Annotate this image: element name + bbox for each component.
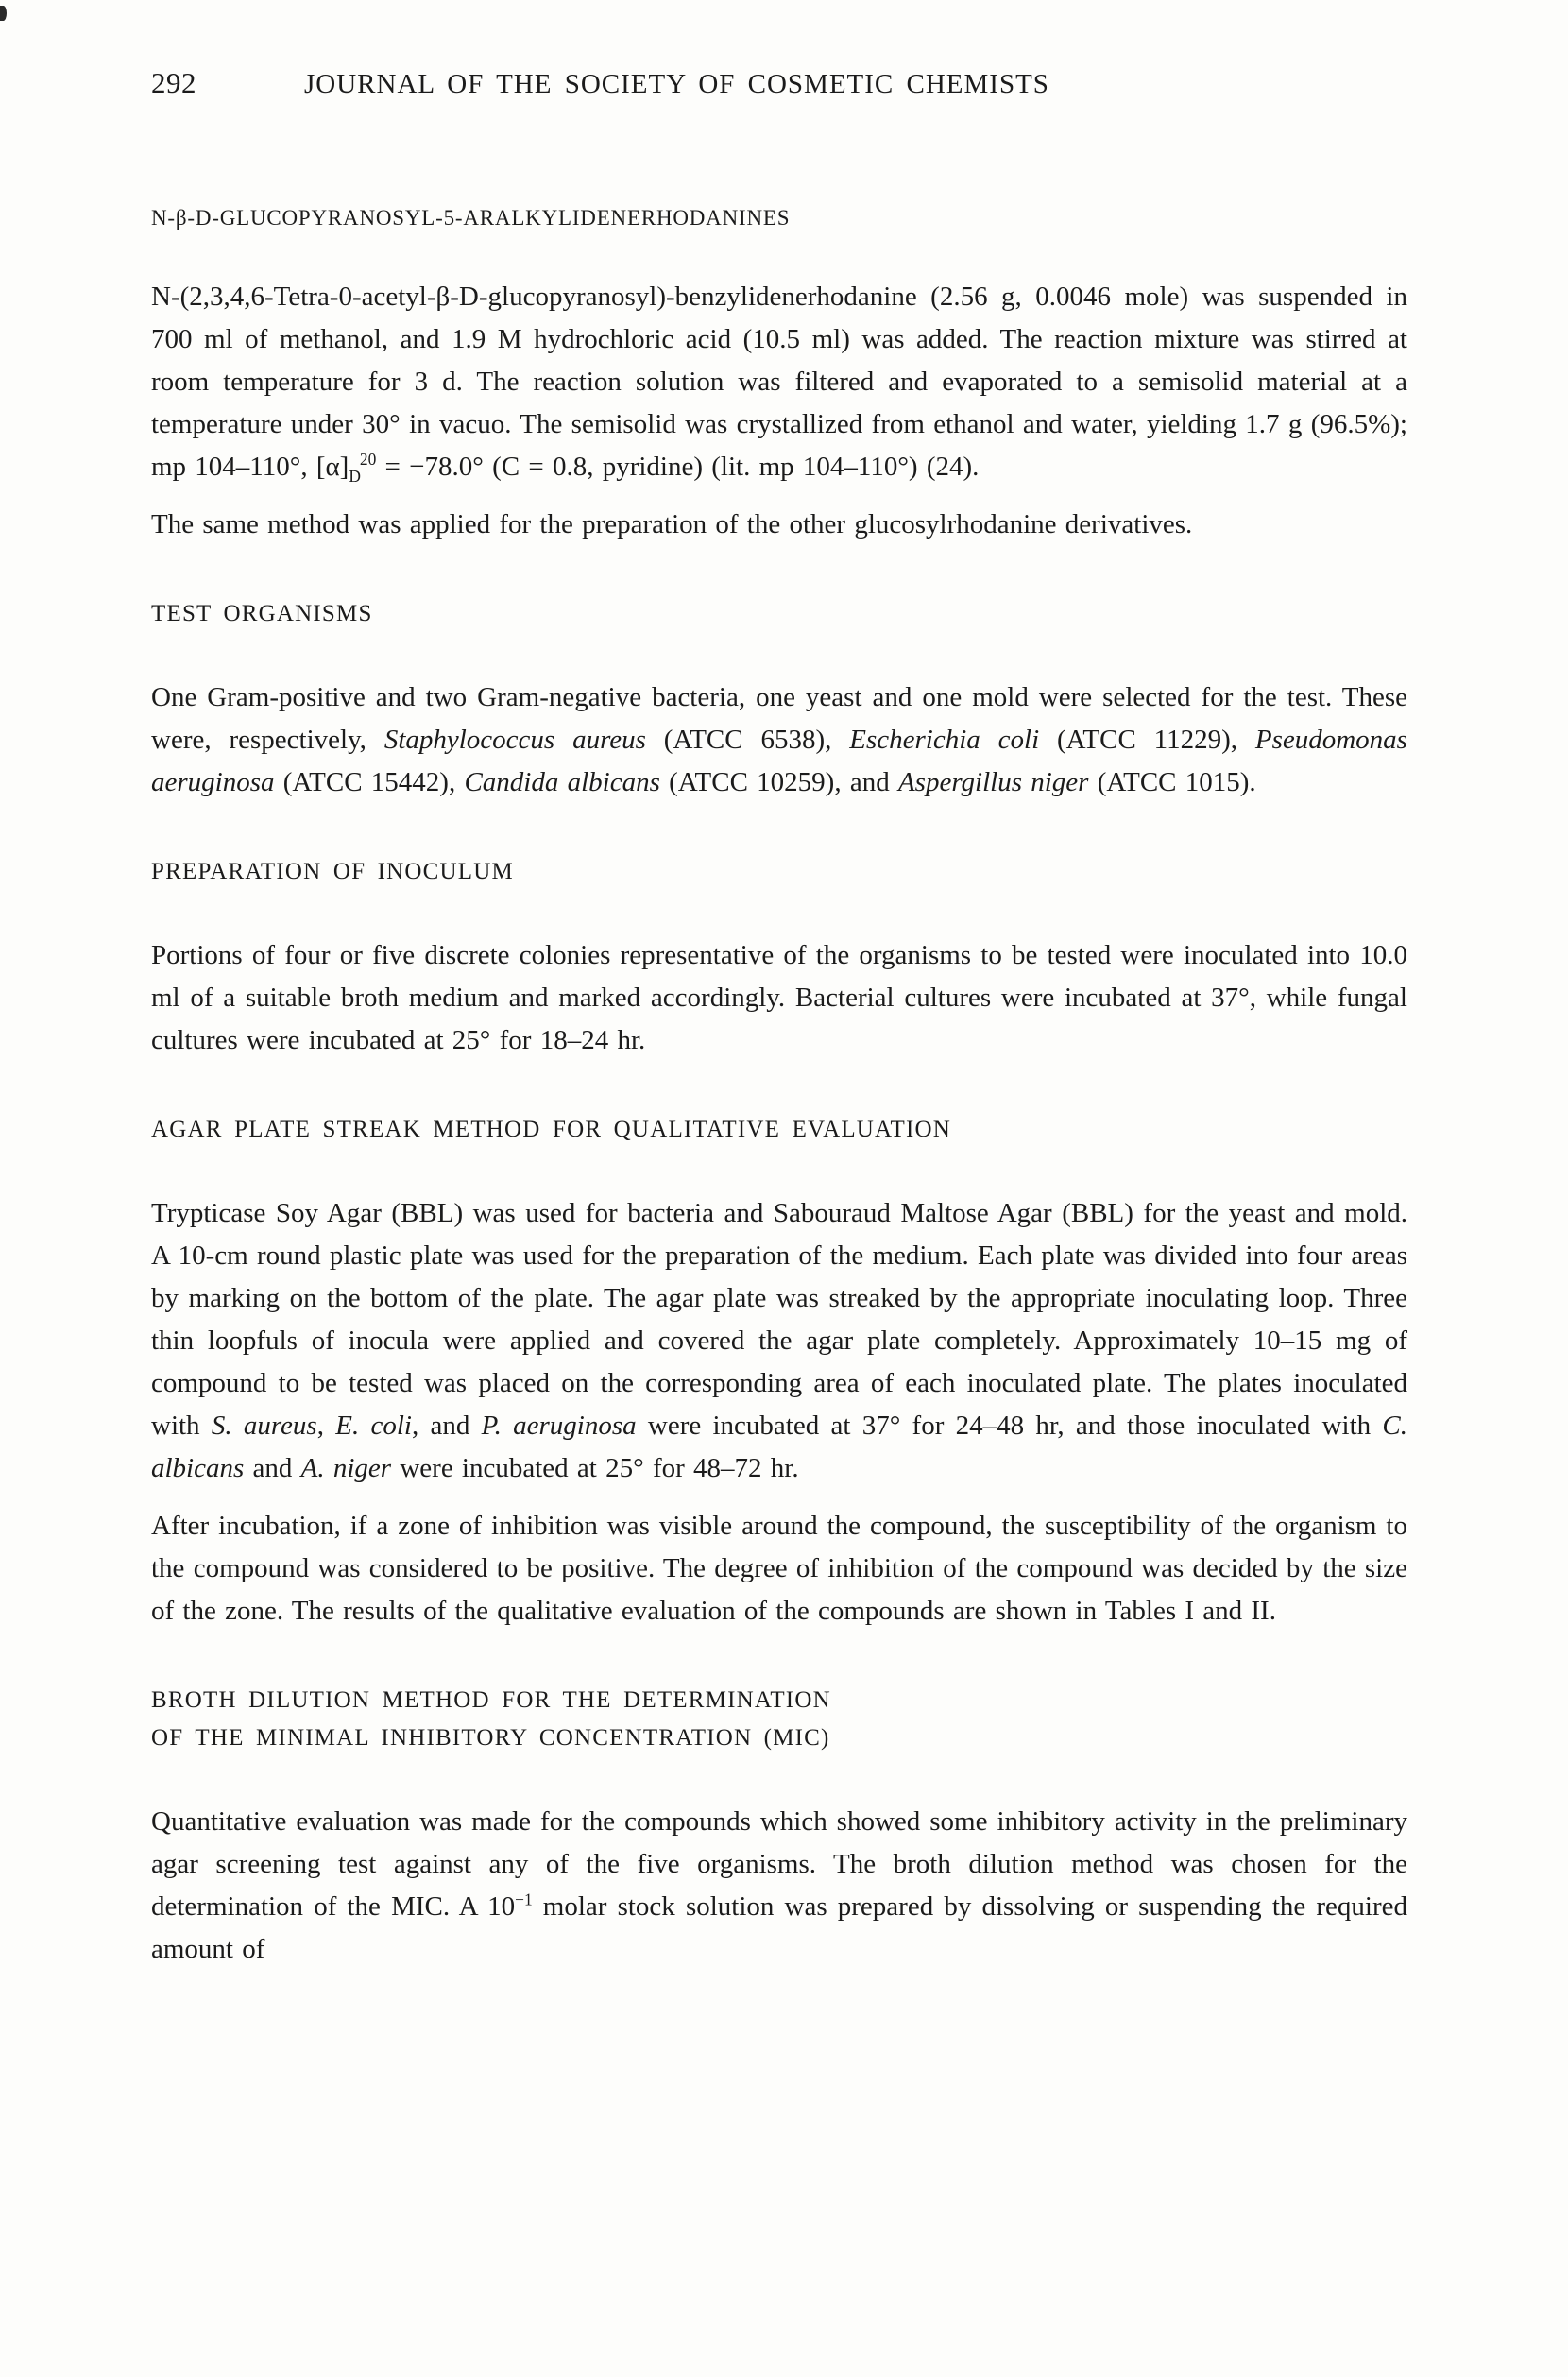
text-segment: Trypticase Soy Agar (BBL) was used for bacteria and Sabouraud Maltose Agar (BBL) for the yeast and mold. A 10-cm round plastic plate was used for the preparation of the medium. Each plate was divided into four areas by marking on the bottom of the plate. The agar plate was streaked by the appropriate inoculating loop. Three thin loopfuls of inocula were applied and covered the agar plate completely. Approximately 10–15 mg of compound to be tested was placed on the corresponding area of each inoculated plate. The plates inoculated with [151,1198,1407,1441]
page-header [151,66,1407,100]
running-head-compound: N-β-D-GLUCOPYRANOSYL-5-ARALKYLIDENERHODANINES [151,206,791,230]
text-segment: P. aeruginosa [481,1411,637,1441]
text-segment: C. albicans [151,1411,1408,1483]
heading-preparation-of-inoculum: PREPARATION OF INOCULUM [151,859,514,884]
text-segment: = −78.0° (C = 0.8, pyridine) (lit. mp 104–110°) (24). [376,452,980,482]
text-segment: Quantitative evaluation was made for the compounds which showed some inhibitory activity in the preliminary agar screening test against any of the five organisms. The broth dilution method was chosen for the determination of the MIC. A 10 [151,1806,1407,1922]
text-segment: were incubated at 25° for 48–72 hr. [391,1453,799,1483]
text-segment: Staphylococcus aureus [383,725,646,755]
paragraph-inoculum: Portions of four or five discrete colonies representative of the organisms to be tested were inoculated into 10.0 ml of a suitable broth medium and marked accordingly. Bacterial cultures were incubated at 37°, while fungal cultures were incubated at 25° for 18–24 hr. [151,940,1407,1055]
text-segment: (ATCC 1015). [1088,767,1256,797]
heading-agar-plate-method: AGAR PLATE STREAK METHOD FOR QUALITATIVE EVALUATION [151,1117,952,1142]
text-segment: molar stock solution was prepared by dissolving or suspending the required amount of [151,1891,1408,1964]
paragraph-synthesis [151,276,1407,488]
text-segment: , [316,1411,336,1441]
text-segment: Candida albicans [464,767,660,797]
text-segment: and [244,1453,301,1483]
text-segment: D [349,466,361,486]
heading-broth-dilution-line1: BROTH DILUTION METHOD FOR THE DETERMINATION [151,1687,831,1713]
text-segment: −1 [515,1890,533,1909]
text-segment: A. niger [300,1453,392,1483]
heading-broth-dilution-line2: OF THE MINIMAL INHIBITORY CONCENTRATION (MIC) [151,1725,830,1751]
paragraph-after-incubation: After incubation, if a zone of inhibition was visible around the compound, the susceptibility of the organism to the compound was considered to be positive. The degree of inhibition of the compound was decided by the size of the zone. The results of the qualitative evaluation of the compounds are shown in Tables I and II. [151,1511,1407,1626]
text-segment: (ATCC 11229), [1039,725,1255,755]
heading-test-organisms: TEST ORGANISMS [151,601,373,626]
heading-broth-dilution [151,1682,1407,1757]
paragraph-agar-method [151,1192,1407,1490]
paragraph-same-method: The same method was applied for the preparation of the other glucosylrhodanine derivatives. [151,509,1193,539]
text-segment: , and [411,1411,482,1441]
text-segment: Escherichia coli [849,725,1040,755]
paragraph-organisms [151,676,1407,804]
text-segment: 20 [359,450,377,470]
text-segment: S. aureus [211,1411,317,1441]
text-segment: (ATCC 15442), [274,767,465,797]
text-segment: (ATCC 6538), [645,725,850,755]
text-segment: N-(2,3,4,6-Tetra-0-acetyl-β-D-glucopyranosyl)-benzylidenerhodanine (2.56 g, 0.0046 mole) was suspended in 700 ml of methanol, and 1.9 M hydrochloric acid (10.5 ml) was added. The reaction mixture was stirred at room temperature for 3 d. The reaction solution was filtered and evaporated to a semisolid material at a temperature under 30° in vacuo. The semisolid was crystallized from ethanol and water, yielding 1.7 g (96.5%); mp 104–110°, [α] [151,282,1407,482]
paragraph-quantitative [151,1801,1407,1971]
page-number: 292 [151,66,196,99]
text-segment: (ATCC 10259), and [659,767,898,797]
scan-artifact [0,6,7,21]
text-segment: E. coli [335,1411,412,1441]
text-segment: Aspergillus niger [897,767,1089,797]
text-segment: were incubated at 37° for 24–48 hr, and those inoculated with [636,1411,1383,1441]
text-segment: Pseudomonas aeruginosa [151,725,1407,797]
journal-title: JOURNAL OF THE SOCIETY OF COSMETIC CHEMISTS [304,69,1049,99]
text-segment: One Gram-positive and two Gram-negative bacteria, one yeast and one mold were selected for the test. These were, respectively, [151,682,1407,755]
